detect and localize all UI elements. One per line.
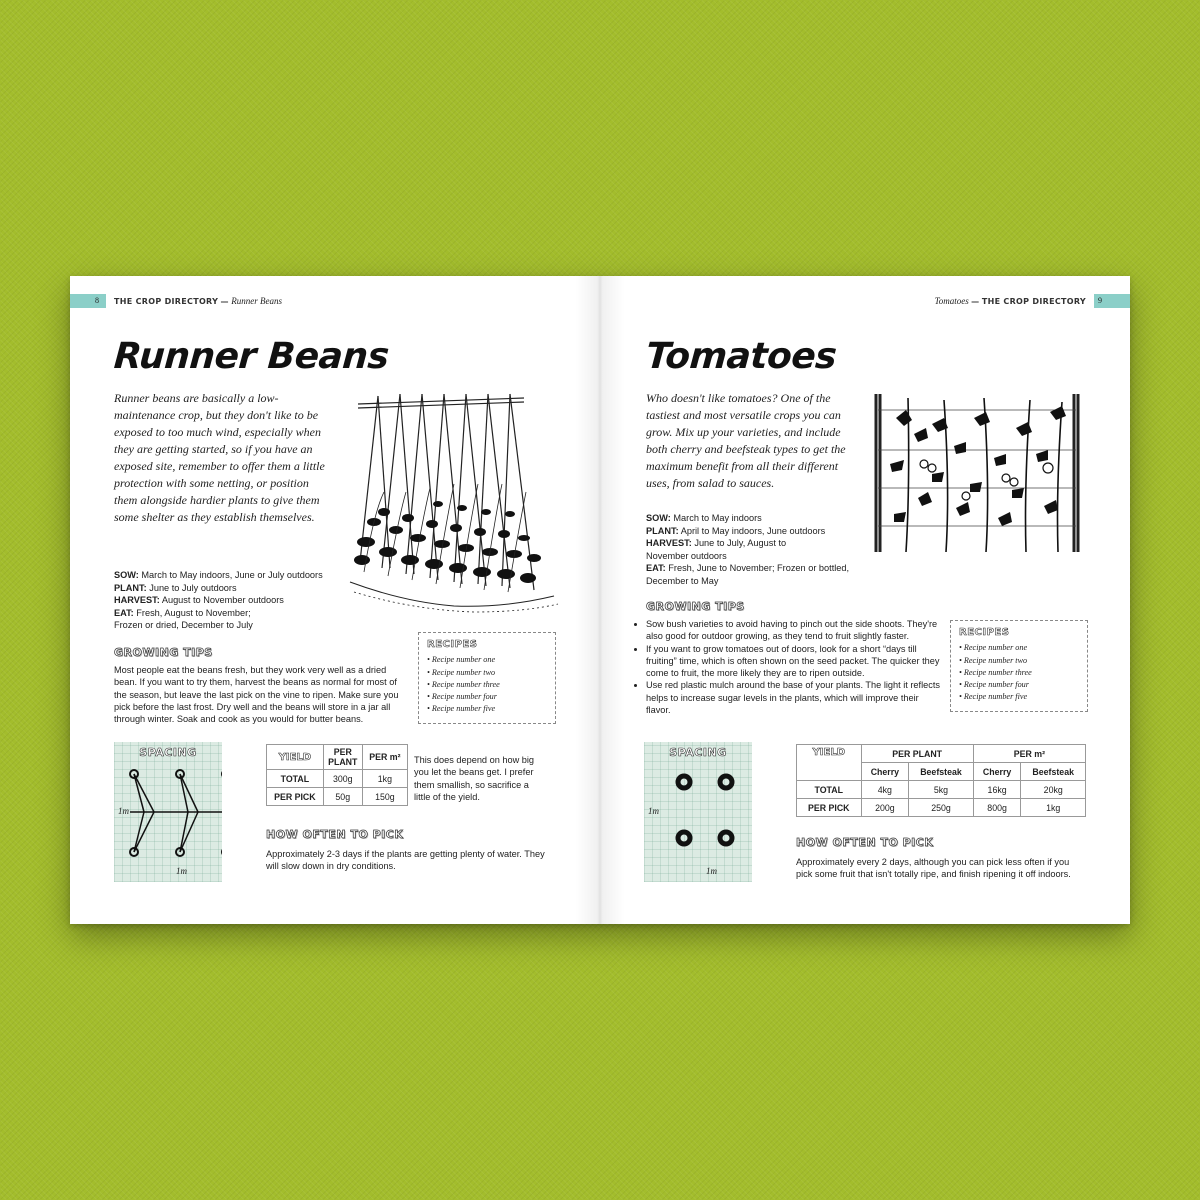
spacing-diagram xyxy=(114,742,222,882)
running-head xyxy=(114,294,282,308)
left-page xyxy=(70,276,600,924)
yield-cell: 16kg xyxy=(973,781,1021,799)
yield-row-label: TOTAL xyxy=(797,781,862,799)
spacing-side-label: 1m xyxy=(118,806,129,816)
yield-cell: 1kg xyxy=(362,770,407,788)
page-number-tab xyxy=(1094,294,1130,308)
yield-cell: 5kg xyxy=(909,781,974,799)
page-number-tab xyxy=(70,294,106,308)
spacing-bottom-label: 1m xyxy=(706,866,717,876)
recipe-item[interactable]: • Recipe number two xyxy=(959,655,1079,667)
yield-group-header: PER m² xyxy=(973,745,1085,763)
running-head-section: THE CROP DIRECTORY xyxy=(114,297,219,306)
yield-row-label: TOTAL xyxy=(267,770,324,788)
bean-spacing-icon xyxy=(114,760,222,880)
intro-text: Runner beans are basically a low-maintenance crop, but they don't like to be exposed to too much wind, especially when they are getting started, so if you have an exposed site, remember to offer them a little protection with some netting, or position them alongside hardier plants to give them some shelter as they establish themselves. xyxy=(114,391,325,524)
recipe-item[interactable]: • Recipe number one xyxy=(959,642,1079,654)
how-often-text: Approximately 2-3 days if the plants are getting plenty of water. They will slow down in dry conditions. xyxy=(266,849,545,872)
yield-sub-header: Beefsteak xyxy=(909,763,974,781)
yield-row-label: PER PICK xyxy=(797,799,862,817)
yield-label: YIELD xyxy=(797,745,862,781)
recipes-box xyxy=(950,620,1088,712)
growing-tips-list xyxy=(636,618,942,716)
tomato-spacing-icon xyxy=(644,760,752,880)
recipes-heading: RECIPES xyxy=(959,627,1010,638)
growing-tips-text: Most people eat the beans fresh, but they work very well as a dried bean. If you want to try them, harvest the beans as normal for most of the season, but leave the last pick on the vine to ripen. Make sure you pick before the last frost. Dry well and the beans will store in a jar all through winter. Soak and cook as you would for butter beans. xyxy=(114,665,399,725)
crop-facts xyxy=(646,512,866,587)
growing-tip: • Use red plastic mulch around the base of your plants. The light it reflects helps to increase sugar levels in the plants, which will improve their flavor. xyxy=(646,679,942,716)
page-number: 9 xyxy=(1098,296,1102,305)
running-head-crop: Tomatoes xyxy=(934,296,969,306)
fact-plant: PLANT: June to July outdoors xyxy=(114,582,237,593)
growing-tips-heading: GROWING TIPS xyxy=(646,600,745,613)
yield-cell: 20kg xyxy=(1021,781,1086,799)
growing-tip: • Sow bush varieties to avoid having to pinch out the side shoots. They're also good for outdoor growing, as they tend to fruit slightly faster. xyxy=(646,618,942,643)
fact-harvest: HARVEST: August to November outdoors xyxy=(114,595,284,605)
recipe-item[interactable]: • Recipe number three xyxy=(959,667,1079,679)
crop-facts xyxy=(114,569,354,632)
yield-sub-header: Cherry xyxy=(973,763,1021,781)
recipes-box xyxy=(418,632,556,724)
recipe-item[interactable]: • Recipe number three xyxy=(427,679,547,691)
recipe-item[interactable]: • Recipe number four xyxy=(427,691,547,703)
fact-sow: SOW: March to May indoors xyxy=(646,513,762,523)
yield-cell: 4kg xyxy=(861,781,909,799)
spacing-heading: SPACING xyxy=(669,746,727,759)
page-title: Runner Beans xyxy=(112,336,390,377)
yield-cell: 150g xyxy=(362,788,407,806)
fact-harvest: HARVEST: June to July, August to November outdoors xyxy=(646,538,787,561)
yield-cell: 300g xyxy=(323,770,362,788)
recipe-item[interactable]: • Recipe number one xyxy=(427,654,547,666)
recipe-item[interactable]: • Recipe number two xyxy=(427,667,547,679)
yield-cell: 200g xyxy=(861,799,909,817)
recipe-item[interactable]: • Recipe number four xyxy=(959,679,1079,691)
fact-sow: SOW: March to May indoors, June or July outdoors xyxy=(114,570,323,580)
yield-note: This does depend on how big you let the beans get. I prefer them smallish, so sacrifice a little of the yield. xyxy=(414,755,535,802)
yield-table xyxy=(796,744,1086,817)
spacing-diagram xyxy=(644,742,752,882)
yield-sub-header: Cherry xyxy=(861,763,909,781)
yield-cell: 1kg xyxy=(1021,799,1086,817)
running-head-crop: Runner Beans xyxy=(231,296,282,306)
how-often-heading: HOW OFTEN TO PICK xyxy=(266,828,404,841)
fact-eat: EAT: Fresh, August to November; Frozen or dried, December to July xyxy=(114,607,253,630)
tomato-trellis-illustration xyxy=(866,388,1092,558)
yield-col-header: PER m² xyxy=(362,745,407,770)
fact-eat: EAT: Fresh, June to November; Frozen or bottled, December to May xyxy=(646,563,850,586)
yield-cell: 250g xyxy=(909,799,974,817)
running-head-dash: — xyxy=(971,297,980,306)
growing-tip: • If you want to grow tomatoes out of doors, look for a short “days till fruiting” time, which is often shown on the seed packet. The quicker they come to fruit, the more likely they are to ripen outside. xyxy=(646,643,942,680)
yield-col-header: PER PLANT xyxy=(323,745,362,770)
spacing-heading: SPACING xyxy=(139,746,197,759)
yield-cell: 50g xyxy=(323,788,362,806)
running-head xyxy=(935,294,1086,308)
recipe-item[interactable]: • Recipe number five xyxy=(959,691,1079,703)
open-book xyxy=(70,276,1130,924)
spacing-bottom-label: 1m xyxy=(176,866,187,876)
yield-table xyxy=(266,744,408,806)
running-head-dash: — xyxy=(220,297,229,306)
runner-bean-wigwam-illustration xyxy=(344,392,564,614)
yield-sub-header: Beefsteak xyxy=(1021,763,1086,781)
yield-row-label: PER PICK xyxy=(267,788,324,806)
page-number: 8 xyxy=(95,296,99,305)
right-page xyxy=(600,276,1130,924)
how-often-heading: HOW OFTEN TO PICK xyxy=(796,836,934,849)
how-often-text: Approximately every 2 days, although you can pick less often if you pick some fruit that isn't totally ripe, and finish ripening it off indoors. xyxy=(796,857,1071,880)
recipe-item[interactable]: • Recipe number five xyxy=(427,703,547,715)
growing-tips-heading: GROWING TIPS xyxy=(114,646,213,659)
page-title: Tomatoes xyxy=(644,336,838,377)
yield-cell: 800g xyxy=(973,799,1021,817)
fact-plant: PLANT: April to May indoors, June outdoors xyxy=(646,525,826,536)
spacing-side-label: 1m xyxy=(648,806,659,816)
yield-group-header: PER PLANT xyxy=(861,745,973,763)
intro-text: Who doesn't like tomatoes? One of the tastiest and most versatile crops you can grow. Mix up your varieties, and include both cherry and beefsteak types to get the maximum benefit from all their different uses, from salad to sauces. xyxy=(646,391,846,490)
recipes-heading: RECIPES xyxy=(427,639,478,650)
running-head-section: THE CROP DIRECTORY xyxy=(981,297,1086,306)
yield-label: YIELD xyxy=(267,745,324,770)
